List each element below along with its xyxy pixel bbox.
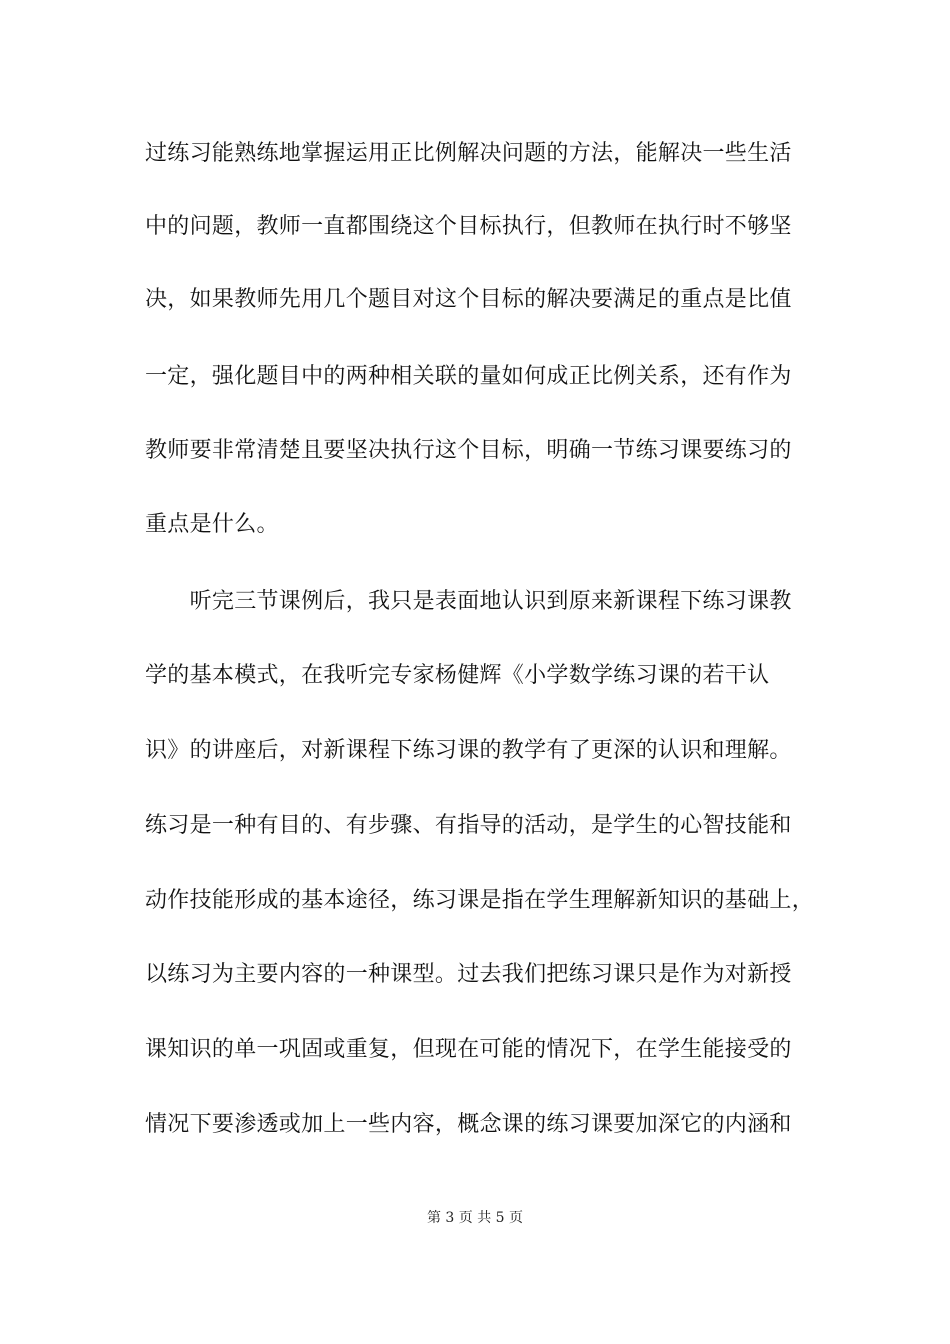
body-text-line: 动作技能形成的基本途径，练习课是指在学生理解新知识的基础上， — [145, 888, 815, 913]
body-text-line: 以练习为主要内容的一种课型。过去我们把练习课只是作为对新授 — [145, 962, 792, 987]
body-text-line: 练习是一种有目的、有步骤、有指导的活动，是学生的心智技能和 — [145, 813, 792, 838]
body-text-line: 重点是什么。 — [145, 512, 279, 537]
body-text-line: 一定，强化题目中的两种相关联的量如何成正比例关系，还有作为 — [145, 364, 792, 389]
body-text-line: 过练习能熟练地掌握运用正比例解决问题的方法，能解决一些生活 — [145, 141, 792, 166]
body-text-line: 课知识的单一巩固或重复，但现在可能的情况下，在学生能接受的 — [145, 1037, 792, 1062]
body-text-line: 教师要非常清楚且要坚决执行这个目标，明确一节练习课要练习的 — [145, 438, 792, 463]
body-text-line: 决，如果教师先用几个题目对这个目标的解决要满足的重点是比值 — [145, 287, 792, 312]
body-text-line: 中的问题，教师一直都围绕这个目标执行，但教师在执行时不够坚 — [145, 214, 792, 239]
body-text-line: 学的基本模式，在我听完专家杨健辉《小学数学练习课的若干认 — [145, 663, 770, 688]
body-text-line: 识》的讲座后，对新课程下练习课的教学有了更深的认识和理解。 — [145, 738, 792, 763]
body-text-line: 情况下要渗透或加上一些内容，概念课的练习课要加深它的内涵和 — [145, 1112, 792, 1137]
page-number-footer: 第 3 页 共 5 页 — [426, 1210, 524, 1226]
body-text-line: 听完三节课例后，我只是表面地认识到原来新课程下练习课教 — [145, 589, 792, 614]
